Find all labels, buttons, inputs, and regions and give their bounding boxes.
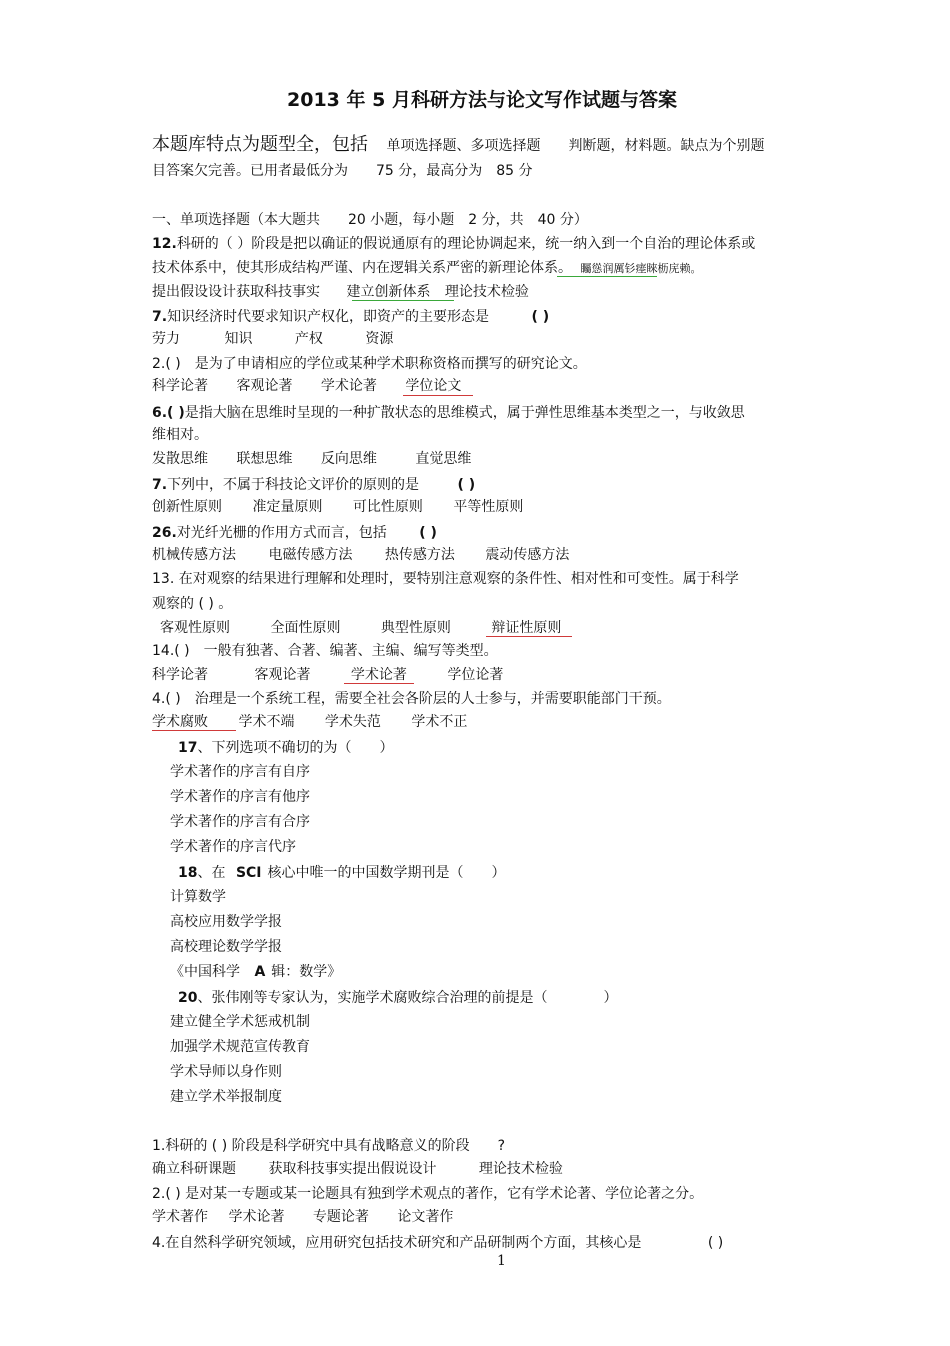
option: 理论技术检验 xyxy=(478,1161,563,1177)
question-20-option: 加强学术规范宣传教育 xyxy=(170,1039,310,1055)
option: 热传感方法 xyxy=(384,547,455,563)
option-answer: 学术腐败 xyxy=(152,714,208,730)
answer-underline xyxy=(486,636,572,637)
question-text-sci: SCI xyxy=(235,865,262,881)
question-12-line-1 xyxy=(152,235,755,253)
question-18-option: 计算数学 xyxy=(170,889,226,905)
option: 论文著作 xyxy=(397,1209,454,1225)
question-26-options xyxy=(152,546,569,564)
option: 学术著作 xyxy=(152,1209,208,1225)
option: 机械传感方法 xyxy=(152,547,236,563)
question-text: 是指大脑在思维时呈现的一种扩散状态的思维模式，属于弹性思维基本类型之一，与收敛思 xyxy=(184,405,745,421)
option: 准定量原则 xyxy=(252,499,323,515)
question-text: 对光纤光栅的作用方式而言，包括 xyxy=(176,525,387,541)
question-2a-options xyxy=(152,377,461,395)
option: 典型性原则 xyxy=(380,620,451,636)
question-17 xyxy=(178,739,393,757)
section-heading: 一、单项选择题（本大题共 20 小题，每小题 2 分，共 40 分） xyxy=(152,212,588,228)
question-text: 知识经济时代要求知识产权化，即资产的主要形态是 xyxy=(167,309,490,325)
question-20 xyxy=(178,989,617,1007)
question-18 xyxy=(178,864,506,882)
option-part: A xyxy=(254,964,266,980)
question-13: 13. 在对观察的结果进行理解和处理时，要特别注意观察的条件性、相对性和可变性。属于科学 xyxy=(152,571,739,587)
question-17-option: 学术著作的序言有自序 xyxy=(170,764,310,780)
option: 全面性原则 xyxy=(270,620,341,636)
question-7b-options xyxy=(152,498,523,516)
question-text: 技术体系中，使其形成结构严谨、内在逻辑关系严密的新理论体系。 xyxy=(152,260,572,276)
question-text: 、下列选项不确切的为（ ） xyxy=(197,740,394,756)
question-4b xyxy=(152,1234,723,1252)
question-number: 18 xyxy=(178,865,198,881)
option-part: 辑：数学》 xyxy=(271,964,342,980)
question-number: 26. xyxy=(152,525,177,541)
option: 震动传感方法 xyxy=(485,547,570,563)
option-part: 《中国科学 xyxy=(170,964,240,980)
option: 专题论著 xyxy=(312,1209,369,1225)
answer-paren: ( ) xyxy=(707,1235,724,1251)
question-number: 20 xyxy=(178,990,198,1006)
question-number: 17 xyxy=(178,740,198,756)
question-17-option: 学术著作的序言有他序 xyxy=(170,789,310,805)
answer-paren: ( ) xyxy=(419,525,437,541)
answer-underline xyxy=(352,300,454,301)
question-number: 12. xyxy=(152,236,177,252)
question-number: 7. xyxy=(152,477,168,493)
option: 学术论著 xyxy=(228,1209,285,1225)
answer-underline xyxy=(557,276,657,277)
question-1: 1.科研的 ( ) 阶段是科学研究中具有战略意义的阶段 ? xyxy=(152,1138,506,1154)
question-6 xyxy=(152,404,745,422)
question-18-option xyxy=(170,963,341,981)
question-text: 科研的（ ）阶段是把以确证的假说通原有的理论协调起来，统一纳入到一个自治的理论体系或 xyxy=(176,236,756,252)
option: 产权 xyxy=(294,331,323,347)
option: 劳力 xyxy=(152,331,180,347)
option: 联想思维 xyxy=(236,451,293,467)
question-6-options xyxy=(152,450,471,468)
option: 学术失范 xyxy=(324,714,381,730)
question-20-option: 学术导师以身作则 xyxy=(170,1064,282,1080)
option: 资源 xyxy=(365,331,394,347)
option-answer: 辩证性原则 xyxy=(491,620,562,636)
option: 客观论著 xyxy=(236,378,293,394)
question-14: 14.( ) 一般有独著、合著、编著、主编、编写等类型。 xyxy=(152,643,498,659)
question-7a xyxy=(152,308,549,326)
question-number: 7. xyxy=(152,309,168,325)
intro-rest: 单项选择题、多项选择题 判断题，材料题。缺点为个别题 xyxy=(386,138,765,154)
answer-paren: ( ) xyxy=(531,309,550,325)
answer-underline xyxy=(403,395,473,396)
question-20-option: 建立健全学术惩戒机制 xyxy=(170,1014,310,1030)
option: 提出假设设计获取科技事实 xyxy=(152,284,320,300)
question-18-option: 高校理论数学学报 xyxy=(170,939,282,955)
option: 直觉思维 xyxy=(415,451,472,467)
question-7a-options xyxy=(152,330,393,348)
option: 科学论著 xyxy=(152,378,208,394)
question-4a: 4.( ) 治理是一个系统工程，需要全社会各阶层的人士参与，并需要职能部门干预。 xyxy=(152,691,671,707)
option: 学术不端 xyxy=(238,714,295,730)
answer-underline xyxy=(152,730,236,731)
intro-lead: 本题库特点为题型全，包括 xyxy=(152,134,368,155)
page-title: 2013 年 5 月科研方法与论文写作试题与答案 xyxy=(287,89,677,111)
option: 发散思维 xyxy=(152,451,208,467)
option: 客观性原则 xyxy=(160,620,230,636)
garbled-watermark-text: 矚慫润厲钐瘗睞枥庑赖。 xyxy=(580,262,702,275)
question-13-options xyxy=(160,619,561,637)
question-1-options xyxy=(152,1160,563,1178)
option: 平等性原则 xyxy=(453,499,524,515)
option-answer: 学位论文 xyxy=(405,378,462,394)
question-2a: 2.( ) 是为了申请相应的学位或某种学术职称资格而撰写的研究论文。 xyxy=(152,356,587,372)
question-text: 核心中唯一的中国数学期刊是（ ） xyxy=(267,865,506,881)
question-12-options xyxy=(152,283,529,301)
question-number: 6.( ) xyxy=(152,405,185,421)
question-26 xyxy=(152,524,437,542)
question-text: 、张伟刚等专家认为，实施学术腐败综合治理的前提是（ ） xyxy=(197,990,618,1006)
option: 客观论著 xyxy=(254,667,311,683)
option: 学术论著 xyxy=(320,378,377,394)
option: 学术不正 xyxy=(411,714,468,730)
option: 科学论著 xyxy=(152,667,208,683)
question-20-option: 建立学术举报制度 xyxy=(170,1089,282,1105)
question-7b xyxy=(152,476,475,494)
question-18-option: 高校应用数学学报 xyxy=(170,914,282,930)
question-2b: 2.( ) 是对某一专题或某一论题具有独到学术观点的著作，它有学术论著、学位论著之分。 xyxy=(152,1186,704,1202)
question-17-option: 学术著作的序言代序 xyxy=(170,839,296,855)
question-13-line-2: 观察的 ( ) 。 xyxy=(152,596,233,612)
answer-paren: ( ) xyxy=(457,477,476,493)
option: 获取科技事实提出假说设计 xyxy=(268,1161,437,1177)
option-answer: 学术论著 xyxy=(350,667,407,683)
option-answer: 建立创新体系 xyxy=(346,284,431,300)
answer-underline xyxy=(344,683,414,684)
page-number: 1 xyxy=(497,1253,506,1269)
option: 创新性原则 xyxy=(152,499,222,515)
question-17-option: 学术著作的序言有合序 xyxy=(170,814,310,830)
question-4a-options xyxy=(152,713,467,731)
question-14-options xyxy=(152,666,503,684)
question-2b-options xyxy=(152,1208,453,1226)
option: 确立科研课题 xyxy=(152,1161,236,1177)
option: 反向思维 xyxy=(320,451,377,467)
option: 学位论著 xyxy=(447,667,504,683)
option: 电磁传感方法 xyxy=(268,547,353,563)
question-text: 下列中，不属于科技论文评价的原则的是 xyxy=(167,477,420,493)
question-6-line-2: 维相对。 xyxy=(152,427,208,443)
question-text: 4.在自然科学研究领域，应用研究包括技术研究和产品研制两个方面，其核心是 xyxy=(152,1235,642,1251)
option: 可比性原则 xyxy=(352,499,423,515)
intro-line-2: 目答案欠完善。已用者最低分为 75 分，最高分为 85 分 xyxy=(152,163,533,179)
option: 理论技术检验 xyxy=(444,284,529,300)
question-text: 、在 xyxy=(197,865,226,881)
option: 知识 xyxy=(224,331,253,347)
intro-line-1 xyxy=(152,134,764,156)
